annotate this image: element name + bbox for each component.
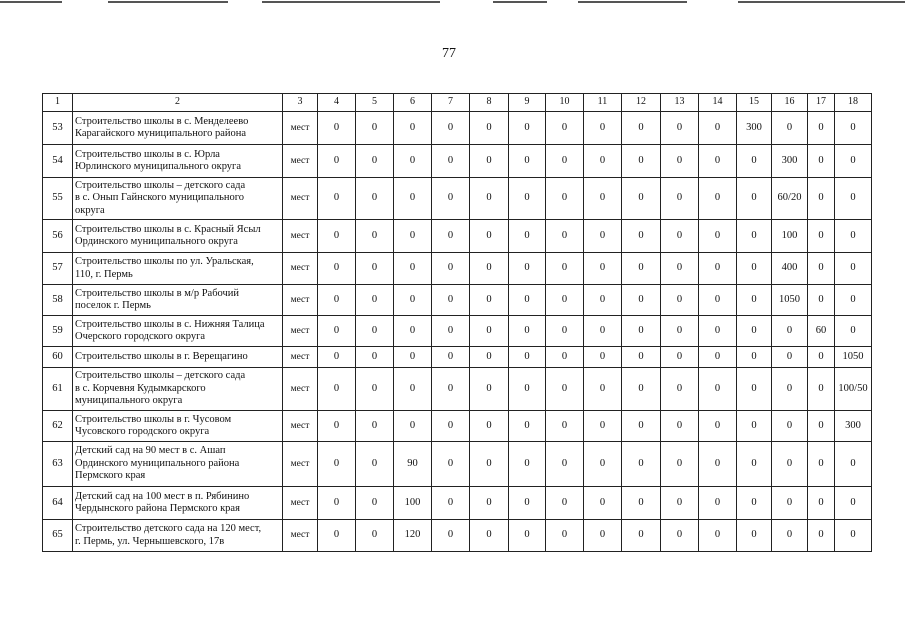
value-cell: 0	[737, 316, 772, 347]
value-cell: 100	[772, 220, 808, 253]
table-row	[43, 487, 872, 520]
value-cell: 0	[808, 178, 835, 220]
value-cell: 0	[394, 285, 432, 316]
value-cell: 0	[432, 178, 470, 220]
value-cell: 0	[509, 220, 546, 253]
value-cell: 0	[509, 178, 546, 220]
value-cell: 0	[432, 347, 470, 368]
object-name: Строительство школы – детского сада в с. Корчевня Кудымкарского муниципального округа	[73, 368, 283, 411]
value-cell: 0	[661, 178, 699, 220]
value-cell: 0	[584, 368, 622, 411]
value-cell: 0	[835, 178, 872, 220]
value-cell: 0	[509, 411, 546, 442]
table-row	[43, 368, 872, 411]
value-cell: 0	[318, 442, 356, 487]
value-cell: 0	[808, 347, 835, 368]
value-cell: 0	[622, 347, 661, 368]
value-cell: 0	[318, 347, 356, 368]
value-cell: 0	[356, 285, 394, 316]
value-cell: 0	[470, 347, 509, 368]
value-cell: 0	[509, 487, 546, 520]
value-cell: 90	[394, 442, 432, 487]
value-cell: 0	[394, 368, 432, 411]
value-cell: 0	[699, 442, 737, 487]
table-row	[43, 178, 872, 220]
value-cell: 0	[546, 316, 584, 347]
column-header-7: 7	[432, 94, 470, 112]
value-cell: 0	[432, 442, 470, 487]
value-cell: 0	[546, 220, 584, 253]
value-cell: 0	[808, 253, 835, 285]
value-cell: 0	[699, 487, 737, 520]
value-cell: 0	[394, 220, 432, 253]
column-header-13: 13	[661, 94, 699, 112]
value-cell: 0	[622, 368, 661, 411]
object-name: Строительство школы в с. Нижняя Талица Очерского городского округа	[73, 316, 283, 347]
value-cell: 0	[356, 253, 394, 285]
value-cell: 0	[737, 253, 772, 285]
value-cell: 100/50	[835, 368, 872, 411]
unit-cell: мест	[283, 347, 318, 368]
value-cell: 0	[661, 347, 699, 368]
value-cell: 0	[835, 442, 872, 487]
value-cell: 0	[546, 285, 584, 316]
value-cell: 0	[509, 316, 546, 347]
value-cell: 0	[432, 285, 470, 316]
table-row	[43, 442, 872, 487]
scan-edge-line	[262, 1, 440, 3]
column-header-16: 16	[772, 94, 808, 112]
scan-edge-line	[493, 1, 547, 3]
unit-cell: мест	[283, 145, 318, 178]
value-cell: 0	[808, 520, 835, 552]
value-cell: 0	[394, 347, 432, 368]
value-cell: 0	[737, 411, 772, 442]
column-header-3: 3	[283, 94, 318, 112]
value-cell: 1050	[835, 347, 872, 368]
value-cell: 0	[432, 487, 470, 520]
value-cell: 0	[546, 145, 584, 178]
value-cell: 0	[432, 316, 470, 347]
value-cell: 0	[661, 368, 699, 411]
table-body	[43, 112, 872, 552]
value-cell: 0	[318, 368, 356, 411]
column-header-12: 12	[622, 94, 661, 112]
value-cell: 0	[394, 253, 432, 285]
value-cell: 0	[622, 112, 661, 145]
value-cell: 0	[356, 347, 394, 368]
value-cell: 0	[808, 285, 835, 316]
value-cell: 0	[584, 178, 622, 220]
value-cell: 0	[546, 368, 584, 411]
value-cell: 0	[584, 520, 622, 552]
value-cell: 0	[394, 112, 432, 145]
value-cell: 0	[835, 145, 872, 178]
unit-cell: мест	[283, 520, 318, 552]
value-cell: 0	[835, 520, 872, 552]
value-cell: 0	[772, 347, 808, 368]
value-cell: 0	[835, 220, 872, 253]
value-cell: 0	[394, 145, 432, 178]
value-cell: 0	[432, 112, 470, 145]
value-cell: 0	[772, 411, 808, 442]
table-header	[43, 94, 872, 112]
value-cell: 0	[318, 112, 356, 145]
column-number-row	[43, 94, 872, 112]
value-cell: 0	[470, 220, 509, 253]
value-cell: 0	[470, 178, 509, 220]
value-cell: 0	[835, 253, 872, 285]
value-cell: 0	[356, 520, 394, 552]
value-cell: 0	[699, 368, 737, 411]
value-cell: 0	[808, 368, 835, 411]
value-cell: 0	[699, 145, 737, 178]
unit-cell: мест	[283, 178, 318, 220]
column-header-2: 2	[73, 94, 283, 112]
value-cell: 0	[356, 178, 394, 220]
column-header-10: 10	[546, 94, 584, 112]
value-cell: 0	[699, 520, 737, 552]
object-name: Строительство школы в м/р Рабочий поселок г. Пермь	[73, 285, 283, 316]
value-cell: 0	[432, 520, 470, 552]
column-header-9: 9	[509, 94, 546, 112]
row-number: 62	[43, 411, 73, 442]
value-cell: 0	[661, 411, 699, 442]
value-cell: 0	[432, 368, 470, 411]
value-cell: 0	[509, 285, 546, 316]
row-number: 53	[43, 112, 73, 145]
table-row	[43, 411, 872, 442]
row-number: 60	[43, 347, 73, 368]
value-cell: 0	[737, 145, 772, 178]
value-cell: 0	[470, 285, 509, 316]
page-number: 77	[442, 46, 456, 61]
value-cell: 0	[699, 112, 737, 145]
value-cell: 0	[835, 285, 872, 316]
row-number: 54	[43, 145, 73, 178]
column-header-1: 1	[43, 94, 73, 112]
value-cell: 0	[394, 316, 432, 347]
value-cell: 0	[699, 220, 737, 253]
row-number: 59	[43, 316, 73, 347]
value-cell: 0	[356, 487, 394, 520]
value-cell: 0	[622, 442, 661, 487]
value-cell: 0	[432, 145, 470, 178]
unit-cell: мест	[283, 220, 318, 253]
value-cell: 0	[661, 285, 699, 316]
value-cell: 0	[394, 178, 432, 220]
object-name: Строительство школы в с. Юрла Юрлинского муниципального округа	[73, 145, 283, 178]
value-cell: 0	[584, 442, 622, 487]
value-cell: 0	[509, 368, 546, 411]
value-cell: 0	[622, 316, 661, 347]
value-cell: 0	[584, 347, 622, 368]
value-cell: 0	[661, 520, 699, 552]
value-cell: 0	[622, 487, 661, 520]
value-cell: 0	[808, 411, 835, 442]
value-cell: 0	[737, 178, 772, 220]
value-cell: 0	[356, 112, 394, 145]
value-cell: 0	[661, 112, 699, 145]
row-number: 63	[43, 442, 73, 487]
unit-cell: мест	[283, 316, 318, 347]
value-cell: 0	[394, 411, 432, 442]
value-cell: 0	[470, 145, 509, 178]
scan-edge-line	[738, 1, 905, 3]
value-cell: 0	[661, 220, 699, 253]
value-cell: 0	[622, 220, 661, 253]
value-cell: 0	[737, 368, 772, 411]
value-cell: 0	[772, 520, 808, 552]
unit-cell: мест	[283, 411, 318, 442]
row-number: 55	[43, 178, 73, 220]
value-cell: 0	[509, 112, 546, 145]
object-name: Строительство школы в с. Красный Ясыл Ординского муниципального округа	[73, 220, 283, 253]
value-cell: 0	[737, 347, 772, 368]
value-cell: 300	[737, 112, 772, 145]
value-cell: 0	[661, 145, 699, 178]
value-cell: 0	[835, 112, 872, 145]
value-cell: 300	[835, 411, 872, 442]
value-cell: 0	[546, 520, 584, 552]
value-cell: 0	[622, 520, 661, 552]
unit-cell: мест	[283, 112, 318, 145]
data-table	[42, 93, 872, 552]
value-cell: 0	[699, 285, 737, 316]
value-cell: 0	[772, 442, 808, 487]
value-cell: 0	[835, 316, 872, 347]
value-cell: 0	[546, 253, 584, 285]
value-cell: 0	[772, 487, 808, 520]
column-header-15: 15	[737, 94, 772, 112]
value-cell: 0	[470, 487, 509, 520]
value-cell: 0	[699, 411, 737, 442]
value-cell: 0	[584, 145, 622, 178]
object-name: Строительство школы в с. Менделеево Карагайского муниципального района	[73, 112, 283, 145]
value-cell: 0	[318, 220, 356, 253]
unit-cell: мест	[283, 368, 318, 411]
unit-cell: мест	[283, 253, 318, 285]
value-cell: 120	[394, 520, 432, 552]
value-cell: 0	[318, 178, 356, 220]
object-name: Строительство детского сада на 120 мест, г. Пермь, ул. Чернышевского, 17в	[73, 520, 283, 552]
value-cell: 0	[808, 112, 835, 145]
value-cell: 0	[584, 253, 622, 285]
table-row	[43, 112, 872, 145]
value-cell: 0	[318, 316, 356, 347]
table-row	[43, 253, 872, 285]
row-number: 56	[43, 220, 73, 253]
value-cell: 0	[661, 253, 699, 285]
table-row	[43, 316, 872, 347]
value-cell: 0	[772, 112, 808, 145]
value-cell: 0	[584, 487, 622, 520]
value-cell: 60	[808, 316, 835, 347]
value-cell: 0	[470, 112, 509, 145]
unit-cell: мест	[283, 285, 318, 316]
value-cell: 0	[318, 520, 356, 552]
value-cell: 0	[509, 442, 546, 487]
value-cell: 0	[699, 316, 737, 347]
table-row	[43, 285, 872, 316]
value-cell: 0	[318, 285, 356, 316]
column-header-8: 8	[470, 94, 509, 112]
value-cell: 0	[546, 487, 584, 520]
scan-edge-line	[108, 1, 228, 3]
value-cell: 0	[772, 368, 808, 411]
value-cell: 0	[356, 442, 394, 487]
value-cell: 0	[356, 316, 394, 347]
object-name: Строительство школы в г. Чусовом Чусовского городского округа	[73, 411, 283, 442]
value-cell: 0	[356, 220, 394, 253]
value-cell: 0	[808, 487, 835, 520]
value-cell: 0	[622, 411, 661, 442]
column-header-5: 5	[356, 94, 394, 112]
value-cell: 100	[394, 487, 432, 520]
value-cell: 0	[546, 411, 584, 442]
scan-edge-line	[578, 1, 687, 3]
value-cell: 300	[772, 145, 808, 178]
column-header-18: 18	[835, 94, 872, 112]
value-cell: 0	[318, 145, 356, 178]
column-header-4: 4	[318, 94, 356, 112]
value-cell: 0	[470, 520, 509, 552]
value-cell: 0	[808, 442, 835, 487]
unit-cell: мест	[283, 442, 318, 487]
value-cell: 0	[546, 112, 584, 145]
value-cell: 0	[699, 347, 737, 368]
row-number: 61	[43, 368, 73, 411]
row-number: 65	[43, 520, 73, 552]
value-cell: 0	[622, 253, 661, 285]
column-header-11: 11	[584, 94, 622, 112]
value-cell: 0	[622, 285, 661, 316]
value-cell: 60/20	[772, 178, 808, 220]
value-cell: 0	[622, 145, 661, 178]
value-cell: 0	[737, 285, 772, 316]
value-cell: 0	[470, 411, 509, 442]
value-cell: 0	[661, 442, 699, 487]
value-cell: 1050	[772, 285, 808, 316]
value-cell: 0	[546, 178, 584, 220]
value-cell: 0	[835, 487, 872, 520]
value-cell: 0	[318, 411, 356, 442]
object-name: Строительство школы – детского сада в с. Онып Гайнского муниципального округа	[73, 178, 283, 220]
value-cell: 0	[318, 487, 356, 520]
value-cell: 0	[584, 220, 622, 253]
row-number: 57	[43, 253, 73, 285]
value-cell: 0	[584, 112, 622, 145]
unit-cell: мест	[283, 487, 318, 520]
value-cell: 0	[470, 316, 509, 347]
value-cell: 0	[737, 442, 772, 487]
value-cell: 0	[661, 316, 699, 347]
value-cell: 0	[432, 253, 470, 285]
value-cell: 0	[699, 178, 737, 220]
table-row	[43, 145, 872, 178]
value-cell: 0	[737, 487, 772, 520]
row-number: 58	[43, 285, 73, 316]
object-name: Строительство школы в г. Верещагино	[73, 347, 283, 368]
value-cell: 0	[470, 442, 509, 487]
value-cell: 0	[432, 411, 470, 442]
value-cell: 0	[772, 316, 808, 347]
value-cell: 400	[772, 253, 808, 285]
column-header-17: 17	[808, 94, 835, 112]
value-cell: 0	[509, 347, 546, 368]
object-name: Детский сад на 90 мест в с. Ашап Ординского муниципального района Пермского края	[73, 442, 283, 487]
table-row	[43, 220, 872, 253]
value-cell: 0	[622, 178, 661, 220]
row-number: 64	[43, 487, 73, 520]
object-name: Строительство школы по ул. Уральская, 110, г. Пермь	[73, 253, 283, 285]
value-cell: 0	[356, 368, 394, 411]
column-header-14: 14	[699, 94, 737, 112]
scan-edge-line	[0, 1, 62, 3]
value-cell: 0	[661, 487, 699, 520]
value-cell: 0	[584, 285, 622, 316]
value-cell: 0	[470, 253, 509, 285]
object-name: Детский сад на 100 мест в п. Рябинино Чердынского района Пермского края	[73, 487, 283, 520]
table-row	[43, 347, 872, 368]
value-cell: 0	[737, 520, 772, 552]
value-cell: 0	[318, 253, 356, 285]
value-cell: 0	[699, 253, 737, 285]
value-cell: 0	[584, 316, 622, 347]
value-cell: 0	[546, 347, 584, 368]
value-cell: 0	[808, 220, 835, 253]
column-header-6: 6	[394, 94, 432, 112]
value-cell: 0	[584, 411, 622, 442]
value-cell: 0	[546, 442, 584, 487]
value-cell: 0	[509, 145, 546, 178]
value-cell: 0	[470, 368, 509, 411]
value-cell: 0	[356, 145, 394, 178]
value-cell: 0	[509, 253, 546, 285]
table-row	[43, 520, 872, 552]
value-cell: 0	[509, 520, 546, 552]
value-cell: 0	[356, 411, 394, 442]
value-cell: 0	[737, 220, 772, 253]
value-cell: 0	[808, 145, 835, 178]
value-cell: 0	[432, 220, 470, 253]
